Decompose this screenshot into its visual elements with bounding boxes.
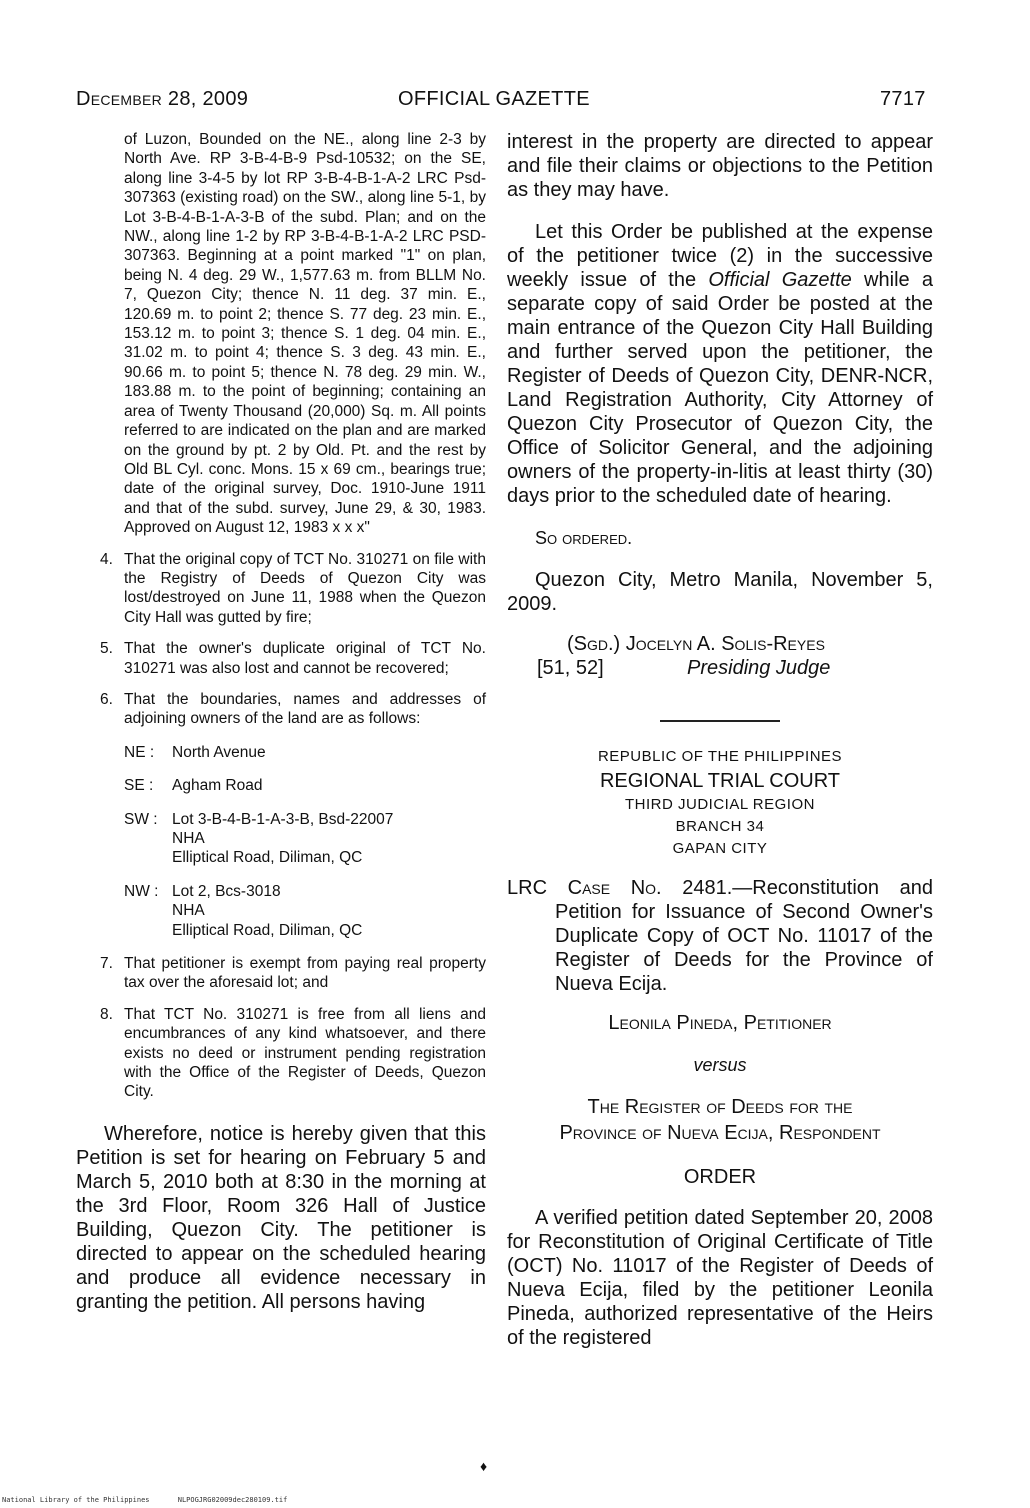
respondent-line-1: The Register of Deeds for the bbox=[587, 1096, 853, 1118]
file-name: NLPOGJRG02009dec280109.tif bbox=[177, 1496, 288, 1504]
list-item-5 bbox=[76, 639, 486, 678]
list-item-8 bbox=[76, 1005, 486, 1102]
case-title bbox=[507, 876, 933, 996]
scan-footer bbox=[2, 1496, 311, 1504]
left-column bbox=[76, 130, 486, 1314]
boundaries-list bbox=[124, 743, 486, 940]
boundary-value bbox=[172, 810, 393, 868]
item-number: 8. bbox=[100, 1005, 113, 1023]
item-text: That TCT No. 310271 is free from all liens and encumbrances of any kind whatsoever, and there exists no deed or instrument pending registration with the Office of the Register of Deeds, Quezon City. bbox=[124, 1005, 486, 1101]
boundary-line: NHA bbox=[172, 902, 205, 920]
republic-heading: REPUBLIC OF THE PHILIPPINES bbox=[597, 748, 843, 765]
signature-row bbox=[537, 656, 933, 680]
right-column bbox=[507, 130, 933, 1350]
case-label: LRC Case No. 2481. bbox=[507, 877, 733, 899]
item-text: That the boundaries, names and addresses of adjoining owners of the land are as follows: bbox=[124, 690, 486, 728]
publish-text-post: while a separate copy of said Order be posted at the main entrance of the Quezon City Hall Building and further served upon the petitioner, the Register of Deeds of Quezon City, DENR-NCR, Land Registration Authority, City Attorney of Quezon City Prosecutor of Quezon City, the Office of Solicitor General, and the adjoining owners of the property-in-litis at least thirty (30) days prior to the scheduled date of hearing. bbox=[507, 269, 934, 507]
header-date: December 28, 2009 bbox=[76, 88, 249, 110]
item-number: 4. bbox=[100, 550, 113, 568]
boundary-label: NW : bbox=[124, 882, 159, 900]
wherefore-paragraph: Wherefore, notice is hereby given that this Petition is set for hearing on February 5 and March 5, 2010 both at 8:30 in the morning at the 3rd Floor, Room 326 Hall of Justice Building, Quezon City. The petitioner is directed to appear on the scheduled hearing and produce all evidence necessary in granting the petition. All persons having bbox=[76, 1122, 486, 1313]
list-item-7 bbox=[76, 954, 486, 993]
boundary-se bbox=[124, 776, 486, 795]
case-text bbox=[507, 876, 933, 996]
item-number: 5. bbox=[100, 640, 113, 658]
boundary-value bbox=[172, 743, 266, 762]
boundary-line: North Avenue bbox=[172, 743, 266, 761]
boundary-nw bbox=[124, 882, 486, 940]
boundary-label: SW : bbox=[124, 810, 158, 828]
boundary-line: Lot 2, Bcs-3018 bbox=[172, 882, 281, 900]
boundary-line: NHA bbox=[172, 830, 205, 847]
respondent-line-2: Province of Nueva Ecija, Respondent bbox=[559, 1122, 881, 1144]
branch-heading: BRANCH 34 bbox=[675, 818, 765, 835]
page-mark: ♦ bbox=[480, 1458, 488, 1474]
boundary-line: Elliptical Road, Diliman, QC bbox=[172, 849, 363, 867]
place-date: Quezon City, Metro Manila, November 5, 2009. bbox=[507, 569, 933, 615]
signatory-title: Presiding Judge bbox=[687, 657, 831, 679]
boundary-value bbox=[172, 882, 362, 940]
continuation-paragraph: interest in the property are directed to appear and file their claims or objections to the Petition as they may have. bbox=[507, 131, 933, 201]
boundary-line: Lot 3-B-4-B-1-A-3-B, Bsd-22007 bbox=[172, 810, 394, 828]
boundary-label: NE : bbox=[124, 743, 155, 761]
item-text: That petitioner is exempt from paying real property tax over the aforesaid lot; and bbox=[124, 955, 486, 992]
boundary-line: Elliptical Road, Diliman, QC bbox=[172, 921, 363, 939]
header-page-number: 7717 bbox=[880, 88, 926, 110]
region-heading: THIRD JUDICIAL REGION bbox=[625, 796, 815, 813]
header-title: OFFICIAL GAZETTE bbox=[398, 88, 590, 110]
order-title: ORDER bbox=[683, 1166, 757, 1188]
property-description: of Luzon, Bounded on the NE., along line 2-3 by North Ave. RP 3-B-4-B-9 Psd-10532; on the SE, along line 3-4-5 by lot RP 3-B-4-B-1-A-2 LRC Psd-307363 (existing road) on the SW., along line 5-1, by Lot 3-B-4-B-1-A-3-B of the subd. Plan; and on the NW., along line 1-2 by RP 3-B-4-B-1-A-2 LRC PSD-307363. Beginning at a point marked "1" on plan, being N. 4 deg. 29 W., 1,577.63 m. from BLLM No. 7, Quezon City; thence N. 11 deg. 37 min. E., 120.69 m. to point 2; thence S. 77 deg. 23 min. E., 153.12 m. to point 3; thence S. 1 deg. 04 min. E., 31.02 m. to point 4; thence S. 3 deg. 43 min. E., 90.66 m. to point 5; thence N. 78 deg. 29 min. W., 183.88 m. to the point of beginning; containing an area of Twenty Thousand (20,000) Sq. m. All points referred to are indicated on the plan and are marked on the ground by pt. 2 by Old. Pt. and the rest by Old BL Cyl. conc. Mons. 15 x 69 cm., bearings true; date of the original survey, Doc. 1910-June 1911 and that of the subd. survey, June 29, & 30, 1983. Approved on August 12, 1983 x x x" bbox=[124, 131, 486, 537]
item-text: That the original copy of TCT No. 310271 on file with the Registry of Deeds of Quezon City was lost/destroyed on June 11, 1988 when the Quezon City Hall was gutted by fire; bbox=[124, 550, 486, 626]
boundary-sw bbox=[124, 810, 486, 868]
item-text: That the owner's duplicate original of TCT No. 310271 was also lost and cannot be recovered; bbox=[124, 640, 486, 677]
boundary-label: SE : bbox=[124, 777, 154, 795]
versus: versus bbox=[693, 1055, 747, 1075]
city-heading: GAPAN CITY bbox=[672, 840, 768, 857]
petitioner: Leonila Pineda, Petitioner bbox=[608, 1012, 832, 1034]
library-name: National Library of the Philippines bbox=[2, 1496, 150, 1504]
boundary-ne bbox=[124, 743, 486, 762]
signatory-name: (Sgd.) Jocelyn A. Solis-Reyes bbox=[567, 633, 825, 655]
reference-numbers: [51, 52] bbox=[537, 657, 604, 679]
item-number: 7. bbox=[100, 955, 113, 973]
case-description: —Reconstitution and Petition for Issuance of Second Owner's Duplicate Copy of OCT No. 11017 of the Register of Deeds for the Province of Nueva Ecija. bbox=[555, 877, 933, 995]
boundary-line: Agham Road bbox=[172, 777, 263, 795]
signature-block bbox=[537, 632, 933, 680]
so-ordered: So ordered. bbox=[535, 528, 633, 548]
court-heading: REGIONAL TRIAL COURT bbox=[599, 770, 841, 792]
publish-paragraph bbox=[507, 220, 933, 508]
item-number: 6. bbox=[100, 690, 113, 708]
gazette-name: Official Gazette bbox=[708, 269, 852, 291]
section-divider bbox=[660, 720, 780, 722]
publish-text-pre: Let this Order be published at the expense of the petitioner twice (2) in the successive weekly issue of the bbox=[507, 221, 933, 291]
list-item-4 bbox=[76, 550, 486, 628]
list-item-6 bbox=[76, 690, 486, 729]
order-paragraph: A verified petition dated September 20, 2008 for Reconstitution of Original Certificate of Title (OCT) No. 11017 of the Register of Deeds of Nueva Ecija, filed by the petitioner Leonila Pineda, authorized representative of the Heirs of the registered bbox=[507, 1207, 933, 1349]
boundary-value bbox=[172, 776, 262, 795]
